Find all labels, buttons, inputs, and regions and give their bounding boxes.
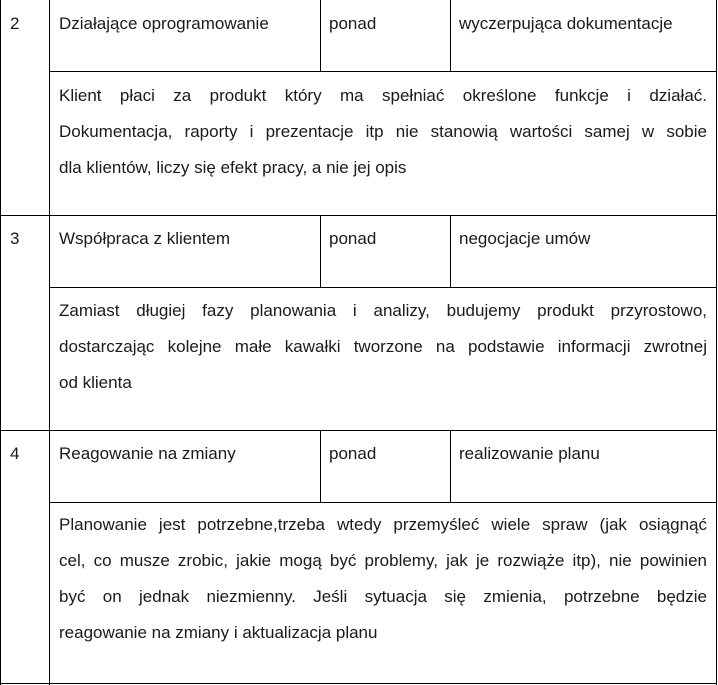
description-line: Dokumentacja, raporty i prezentacje itp nie stanowią wartości samej w sobie	[59, 122, 707, 141]
row-2-divider-right	[450, 0, 451, 72]
row-3-value-bottom	[49, 287, 717, 288]
row-4-bottom	[0, 683, 717, 684]
value-middle: ponad	[329, 444, 377, 463]
row-3-divider-right	[450, 215, 451, 288]
value-left: Reagowanie na zmiany	[59, 444, 236, 463]
value-middle: ponad	[329, 14, 377, 33]
row-3-divider-left	[320, 215, 321, 288]
description-line: dostarczając kolejne małe kawałki tworzone na podstawie informacji zwrotnej	[59, 337, 707, 356]
row-4-divider-left	[320, 430, 321, 503]
description-line: dla klientów, liczy się efekt pracy, a nie jej opis	[59, 158, 407, 177]
value-left: Działające oprogramowanie	[59, 14, 269, 33]
row-description	[59, 507, 707, 651]
row-number: 4	[10, 444, 20, 463]
row-2-divider-left	[320, 0, 321, 72]
value-left: Współpraca z klientem	[59, 229, 231, 248]
row-number: 3	[10, 229, 20, 248]
row-description	[59, 293, 707, 401]
description-line: od klienta	[59, 373, 132, 392]
value-middle: ponad	[329, 229, 377, 248]
table-border-right	[716, 0, 717, 685]
description-line: Zamiast długiej fazy planowania i analizy, budujemy produkt przyrostowo,	[59, 301, 707, 320]
row-4-divider-right	[450, 430, 451, 503]
value-right: realizowanie planu	[459, 444, 600, 463]
description-line: być on jednak niezmienny. Jeśli sytuacja się zmienia, potrzebne będzie	[59, 587, 707, 606]
value-right: wyczerpująca dokumentacje	[459, 14, 673, 33]
description-line: cel, co musze zrobic, jakie mogą być problemy, jak je rozwiąże itp), nie powinien	[59, 551, 707, 570]
row-description	[59, 78, 707, 186]
value-right: negocjacje umów	[459, 229, 591, 248]
row-3-bottom	[0, 430, 717, 431]
description-line: Klient płaci za produkt który ma spełniać określone funkcje i działać.	[59, 86, 707, 105]
description-line: Planowanie jest potrzebne,trzeba wtedy przemyśleć wiele spraw (jak osiągnąć	[59, 515, 707, 534]
row-2-value-bottom	[49, 71, 717, 72]
row-4-value-bottom	[49, 502, 717, 503]
row-2-bottom	[0, 215, 717, 216]
table-border-left	[0, 0, 1, 685]
description-line: reagowanie na zmiany i aktualizacja planu	[59, 623, 378, 642]
row-number: 2	[10, 14, 20, 33]
number-column-divider	[49, 0, 50, 685]
